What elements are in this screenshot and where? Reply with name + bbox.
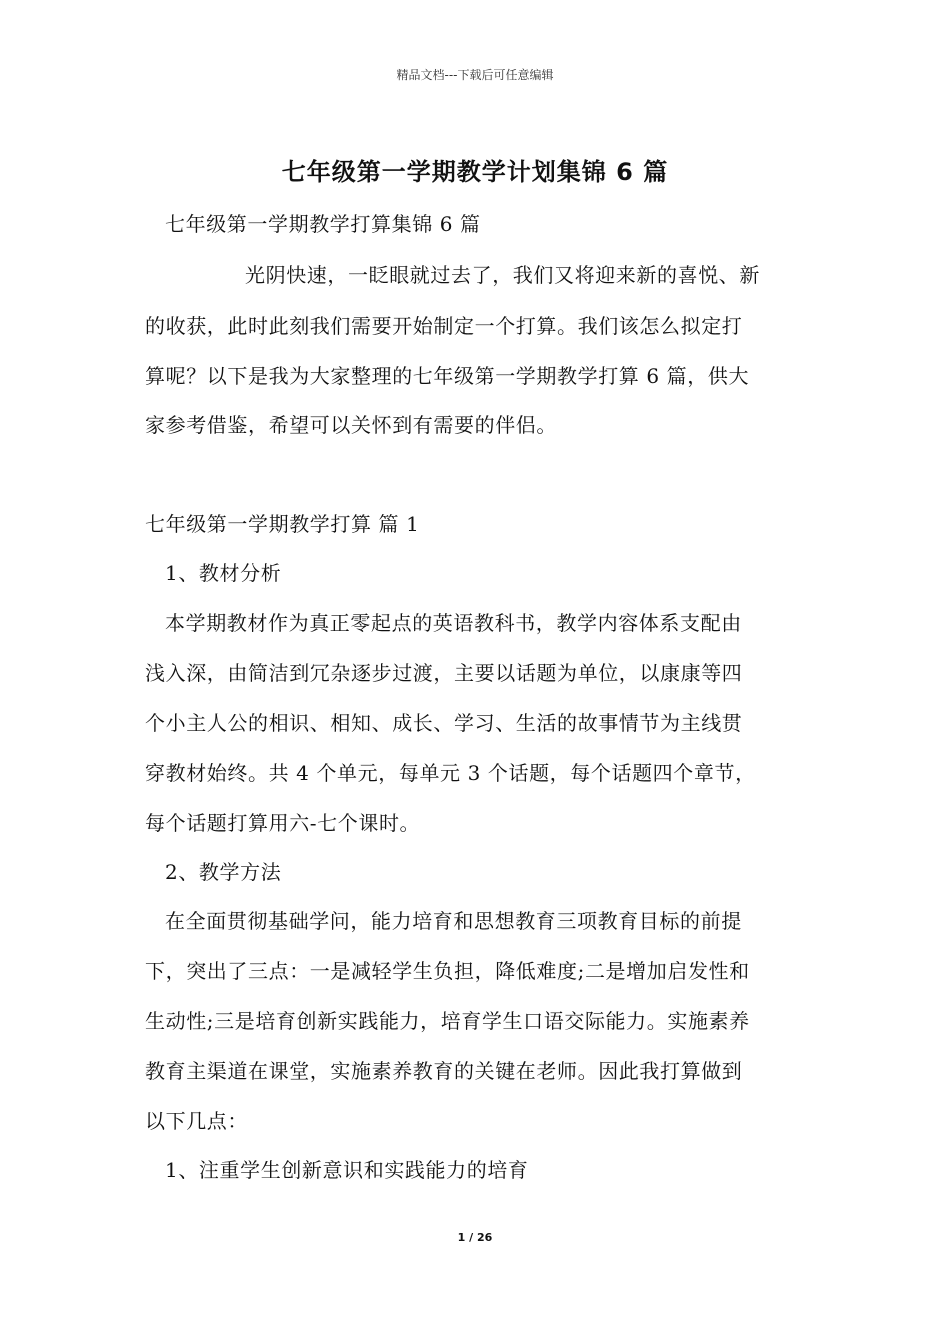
body-line: 以下几点： [145, 1109, 248, 1133]
item-heading: 1、教材分析 [165, 561, 282, 585]
intro-line: 算呢？以下是我为大家整理的七年级第一学期教学打算 6 篇，供大 [145, 364, 750, 388]
document-title: 七年级第一学期教学计划集锦 6 篇 [281, 158, 669, 186]
intro-line: 家参考借鉴，希望可以关怀到有需要的伴侣。 [145, 413, 557, 437]
body-line: 本学期教材作为真正零起点的英语教科书，教学内容体系支配由 [165, 611, 742, 635]
section-heading: 七年级第一学期教学打算 篇 1 [145, 512, 420, 536]
page-number: 1 / 26 [457, 1231, 493, 1244]
body-line: 穿教材始终。共 4 个单元，每单元 3 个话题，每个话题四个章节， [145, 761, 756, 785]
intro-line: 光阴快速，一眨眼就过去了，我们又将迎来新的喜悦、新 [245, 263, 760, 287]
body-line: 浅入深，由简洁到冗杂逐步过渡，主要以话题为单位，以康康等四 [145, 661, 743, 685]
subitem-heading: 1、注重学生创新意识和实践能力的培育 [165, 1158, 529, 1182]
intro-line: 的收获，此时此刻我们需要开始制定一个打算。我们该怎么拟定打 [145, 314, 743, 338]
subtitle: 七年级第一学期教学打算集锦 6 篇 [165, 212, 481, 236]
body-line: 下，突出了三点：一是减轻学生负担，降低难度;二是增加启发性和 [145, 959, 750, 983]
body-line: 生动性;三是培育创新实践能力，培育学生口语交际能力。实施素养 [145, 1009, 750, 1033]
item-heading: 2、教学方法 [165, 860, 282, 884]
body-line: 在全面贯彻基础学问，能力培育和思想教育三项教育目标的前提 [165, 909, 742, 933]
body-line: 个小主人公的相识、相知、成长、学习、生活的故事情节为主线贯 [145, 711, 743, 735]
body-line: 每个话题打算用六-七个课时。 [145, 811, 421, 835]
body-line: 教育主渠道在课堂，实施素养教育的关键在老师。因此我打算做到 [145, 1059, 743, 1083]
header-note: 精品文档---下载后可任意编辑 [396, 68, 554, 82]
